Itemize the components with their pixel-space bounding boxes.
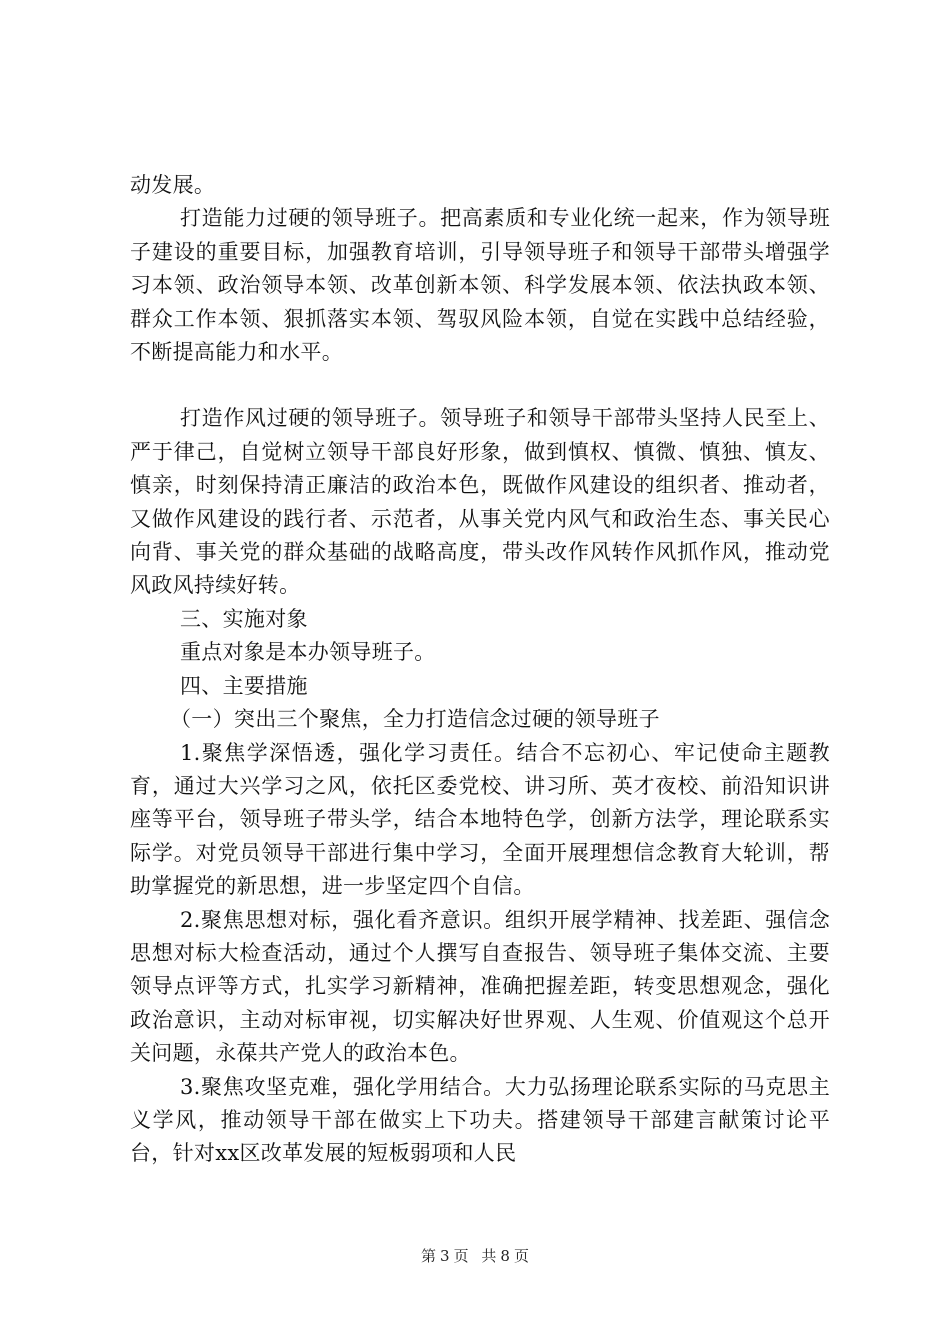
page-indicator bbox=[419, 1247, 471, 1265]
document-body bbox=[130, 169, 830, 1171]
paragraph-capability: 打造能力过硬的领导班子。把高素质和专业化统一起来，作为领导班子建设的重要目标，加强教育培训，引导领导班子和领导干部带头增强学习本领、政治领导本领、改革创新本领、科学发展本领、依法执政本领、群众工作本领、狠抓落实本领、驾驭风险本领，自觉在实践中总结经验，不断提高能力和水平。 bbox=[130, 206, 830, 365]
paragraph-measure-3: 3.聚焦攻坚克难，强化学用结合。大力弘扬理论联系实际的马克思主义学风，推动领导干部在做实上下功夫。搭建领导干部建言献策讨论平台，针对xx区改革发展的短板弱项和人民 bbox=[130, 1074, 830, 1166]
page-footer bbox=[0, 1245, 950, 1266]
total-suffix: 页 bbox=[513, 1247, 529, 1265]
total-indicator bbox=[479, 1247, 531, 1265]
subsection-heading-focus: （一）突出三个聚焦，全力打造信念过硬的领导班子 bbox=[170, 707, 660, 732]
page-prefix: 第 bbox=[421, 1247, 437, 1265]
paragraph-work-style: 打造作风过硬的领导班子。领导班子和领导干部带头坚持人民至上、严于律己，自觉树立领导干部良好形象，做到慎权、慎微、慎独、慎友、慎亲，时刻保持清正廉洁的政治本色，既做作风建设的组织者、推动者，又做作风建设的践行者、示范者，从事关党内风气和政治生态、事关民心向背、事关党的群众基础的战略高度，带头改作风转作风抓作风，推动党风政风持续好转。 bbox=[130, 406, 830, 598]
total-pages: 8 bbox=[500, 1247, 510, 1265]
page-number: 3 bbox=[440, 1247, 450, 1265]
total-prefix: 共 bbox=[481, 1247, 497, 1265]
section-heading-measures: 四、主要措施 bbox=[180, 673, 308, 698]
paragraph-measure-2: 2.聚焦思想对标，强化看齐意识。组织开展学精神、找差距、强信念思想对标大检查活动，通过个人撰写自查报告、领导班子集体交流、主要领导点评等方式，扎实学习新精神，准确把握差距，转变思想观念，强化政治意识，主动对标审视，切实解决好世界观、人生观、价值观这个总开关问题，永葆共产党人的政治本色。 bbox=[130, 907, 830, 1066]
section-heading-targets: 三、实施对象 bbox=[180, 606, 308, 631]
page-suffix: 页 bbox=[453, 1247, 469, 1265]
paragraph-continuation: 动发展。 bbox=[130, 173, 216, 197]
paragraph-targets: 重点对象是本办领导班子。 bbox=[180, 640, 436, 665]
paragraph-measure-1: 1.聚焦学深悟透，强化学习责任。结合不忘初心、牢记使命主题教育，通过大兴学习之风，依托区委党校、讲习所、英才夜校、前沿知识讲座等平台，领导班子带头学，结合本地特色学，创新方法学，理论联系实际学。对党员领导干部进行集中学习，全面开展理想信念教育大轮训，帮助掌握党的新思想，进一步坚定四个自信。 bbox=[130, 740, 830, 899]
